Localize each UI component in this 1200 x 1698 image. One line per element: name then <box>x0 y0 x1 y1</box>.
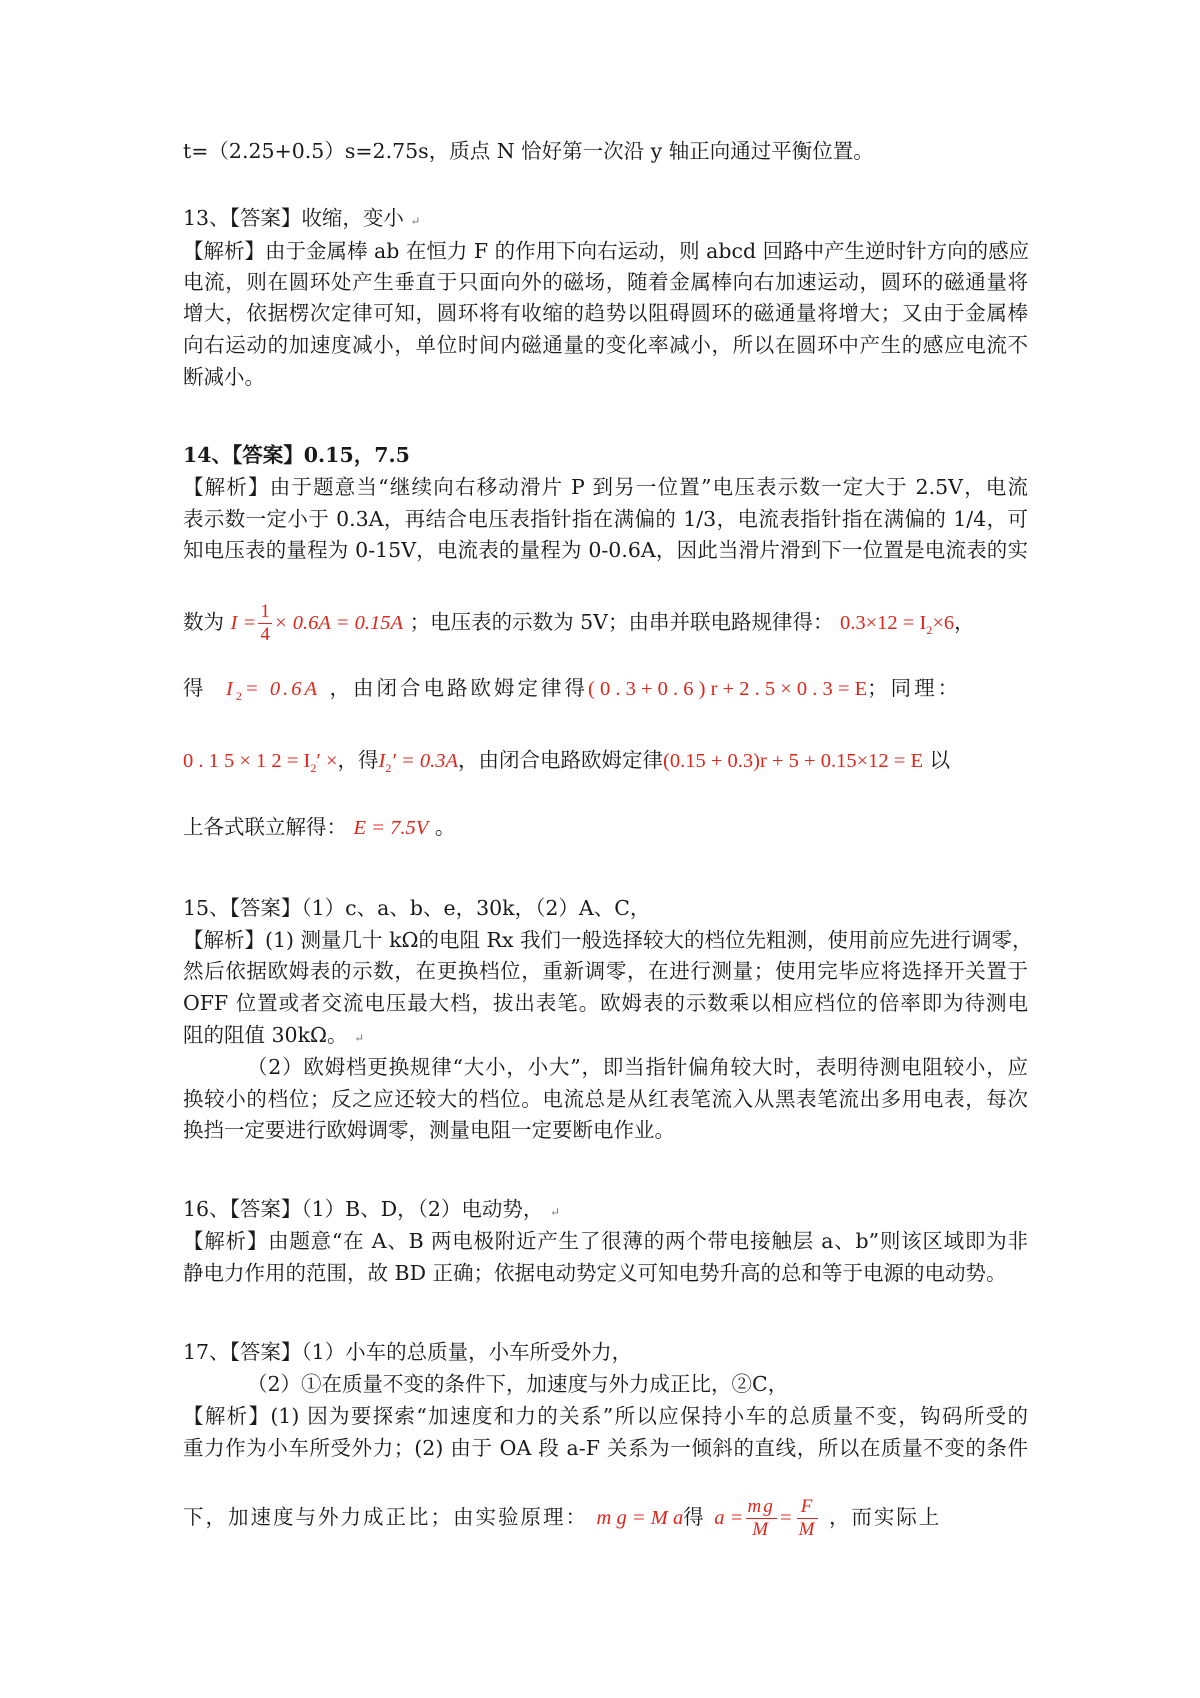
fraction-denominator: M <box>752 1519 771 1540</box>
q16-answer-text: 16、【答案】（1）B、D，（2）电动势， <box>183 1197 544 1221</box>
q17-l3-text: 下，加速度与外力成正比；由实验原理： <box>183 1505 588 1529</box>
q13-answer-text: 13、【答案】收缩，变小 <box>183 206 404 230</box>
q14-l6-end: 以 <box>929 748 951 772</box>
q15-part2-line-1: （2）欧姆档更换规律“大小，小大”，即当指针偏角较大时，表明待测电阻较小，应 <box>247 1055 1028 1079</box>
fraction-mg-over-m <box>746 1496 777 1541</box>
q14-l4-text: 数为 <box>183 610 224 634</box>
q14-l5-mid-text: ，由闭合电路欧姆定律得 <box>329 676 588 700</box>
formula-series-parallel: 0.3×12 = I <box>839 612 927 634</box>
fraction-numerator: F <box>797 1496 819 1519</box>
q13-analysis-line-1: 【解析】由于金属棒 ab 在恒力 F 的作用下向右运动，则 abcd 回路中产生逆时针方向的感应 <box>183 239 1030 263</box>
paragraph-mark-icon: ↵ <box>410 214 421 228</box>
formula-i2-prime: I <box>378 750 386 772</box>
q13-analysis-line-3: 增大，依据楞次定律可知，圆环将有收缩的趋势以阻碍圆环的磁通量将增大；又由于金属棒 <box>183 301 1028 325</box>
formula-ohm-law-1: ( 0 . 3 + 0 . 6 ) r + 2 . 5 × 0 . 3 = E <box>588 678 868 700</box>
q14-l5-end: ；同理： <box>867 676 962 700</box>
formula-acceleration-lhs: a = <box>714 1507 744 1529</box>
formula-current-lhs: I = <box>230 612 257 634</box>
formula-current-rhs: × 0.6A = 0.15A <box>273 612 404 634</box>
paragraph-mark-icon: ↵ <box>354 1031 365 1045</box>
formula-ohm-law-2: (0.15 + 0.3)r + 5 + 0.15×12 = E <box>663 750 923 772</box>
q13-analysis-line-2: 电流，则在圆环处产生垂直于只面向外的磁场，随着金属棒向右加速运动，圆环的磁通量将 <box>183 270 1028 294</box>
q14-analysis-line-1: 【解析】由于题意当“继续向右移动滑片 P 到另一位置”电压表示数一定大于 2.5V，电流 <box>183 475 1028 499</box>
q15-analysis-line-3: OFF 位置或者交流电压最大档，拔出表笔。欧姆表的示数乘以相应档位的倍率即为待测电 <box>183 991 1028 1015</box>
q13-analysis-line-5: 断减小。 <box>183 365 265 389</box>
fraction-numerator: mg <box>747 1496 775 1517</box>
q14-l7-text: 上各式联立解得： <box>183 815 347 839</box>
q14-analysis-line-4 <box>183 601 1028 646</box>
q16-analysis-line-1: 【解析】由题意“在 A、B 两电极附近产生了很薄的两个带电接触层 a、b”则该区域即为非 <box>183 1229 1028 1253</box>
q17-l3-end: ，而实际上 <box>828 1505 942 1529</box>
q17-analysis-line-1: 【解析】(1) 因为要探索“加速度和力的关系”所以应保持小车的总质量不变，钩码所受的 <box>183 1404 1028 1428</box>
formula-similarly-end: ′ × <box>316 750 338 772</box>
q14-l4-end: ， <box>954 610 975 634</box>
q14-answer: 14、【答案】0.15，7.5 <box>183 443 410 467</box>
formula-series-parallel-end: ×6 <box>932 612 955 634</box>
q14-analysis-line-7 <box>183 812 1028 843</box>
q15-part2-line-2: 换较小的档位；反之应还较大的档位。电流总是从红表笔流入从黑表笔流出多用电表，每次 <box>183 1087 1028 1111</box>
formula-subscript: 2 <box>385 761 392 776</box>
q15-analysis-line-1: 【解析】(1) 测量几十 kΩ的电阻 Rx 我们一般选择较大的档位先粗测，使用前应先进行调零， <box>183 928 1033 952</box>
q15-analysis-line-4-text: 阻的阻值 30kΩ。 <box>183 1023 348 1047</box>
formula-i2: I <box>226 678 236 700</box>
q17-analysis-line-2: 重力作为小车所受外力；(2) 由于 OA 段 a-F 关系为一倾斜的直线，所以在质量不变的条件 <box>183 1436 1028 1460</box>
q14-analysis-line-2: 表示数一定小于 0.3A，再结合电压表指针指在满偏的 1/3，电流表指针指在满偏的 1/4，可 <box>183 507 1028 531</box>
fraction-denominator: 4 <box>260 624 270 645</box>
fraction-one-quarter <box>258 601 272 646</box>
q16-analysis-line-2: 静电力作用的范围，故 BD 正确；依据电动势定义可知电势升高的总和等于电源的电动势。 <box>183 1261 1007 1285</box>
q14-l5-text: 得 <box>183 676 207 700</box>
q17-answer-line-2: （2）①在质量不变的条件下，加速度与外力成正比，②C， <box>247 1372 789 1396</box>
q14-l6-text-1: ，得 <box>337 748 379 772</box>
formula-emf-result: E = 7.5V <box>353 817 429 839</box>
q17-analysis-line-3: 下，加速度与外力成正比；由实验原理： m g = M a得 a = $\frac{mg}{M}$ = $\frac{F}{M}$ ，而实际上 <box>183 1496 942 1540</box>
fraction-numerator: 1 <box>260 601 270 622</box>
q13-answer <box>183 203 1028 236</box>
formula-subscript: 2 <box>310 761 317 776</box>
q15-analysis-line-4 <box>183 1020 1028 1053</box>
q17-answer: 17、【答案】（1）小车的总质量，小车所受外力， <box>183 1340 633 1364</box>
formula-newton-second-law: m g = M a <box>596 1507 684 1529</box>
paragraph-mark-icon: ↵ <box>549 1205 561 1219</box>
q14-analysis-line-3: 知电压表的量程为 0-15V，电流表的量程为 0-0.6A，因此当滑片滑到下一位置是电流表的实 <box>183 538 1028 562</box>
q15-analysis-line-2: 然后依据欧姆表的示数，在更换档位，重新调零，在进行测量；使用完毕应将选择开关置于 <box>183 959 1028 983</box>
formula-subscript: 2 <box>235 689 245 704</box>
fraction-f-over-m <box>797 1496 819 1541</box>
q12-tail-line: t=（2.25+0.5）s=2.75s，质点 N 恰好第一次沿 y 轴正向通过平衡位置。 <box>183 139 874 163</box>
q14-l4-mid-text: ；电压表的示数为 5V；由串并联电路规律得： <box>409 610 834 634</box>
q14-l7-end: 。 <box>434 815 456 839</box>
q17-l3-mid: 得 <box>683 1505 706 1529</box>
formula-similarly: 0 . 1 5 × 1 2 = I <box>183 750 311 772</box>
q13-analysis-line-4: 向右运动的加速度减小，单位时间内磁通量的变化率减小，所以在圆环中产生的感应电流不 <box>183 333 1028 357</box>
q14-analysis-line-5 <box>183 673 1028 711</box>
fraction-denominator: M <box>798 1519 817 1540</box>
formula-i2-prime-rhs: ′ = 0.3A <box>391 750 459 772</box>
q14-l6-text-2: ，由闭合电路欧姆定律 <box>458 748 664 772</box>
q15-answer: 15、【答案】（1）c、a、b、e，30k，（2）A、C， <box>183 896 651 920</box>
q14-analysis-line-6 <box>183 745 1028 783</box>
q15-part2-line-3: 换挡一定要进行欧姆调零，测量电阻一定要断电作业。 <box>183 1118 675 1142</box>
formula-i2-rhs: = 0.6A <box>244 678 320 700</box>
q16-answer <box>183 1194 1028 1227</box>
formula-subscript: 2 <box>926 623 933 638</box>
